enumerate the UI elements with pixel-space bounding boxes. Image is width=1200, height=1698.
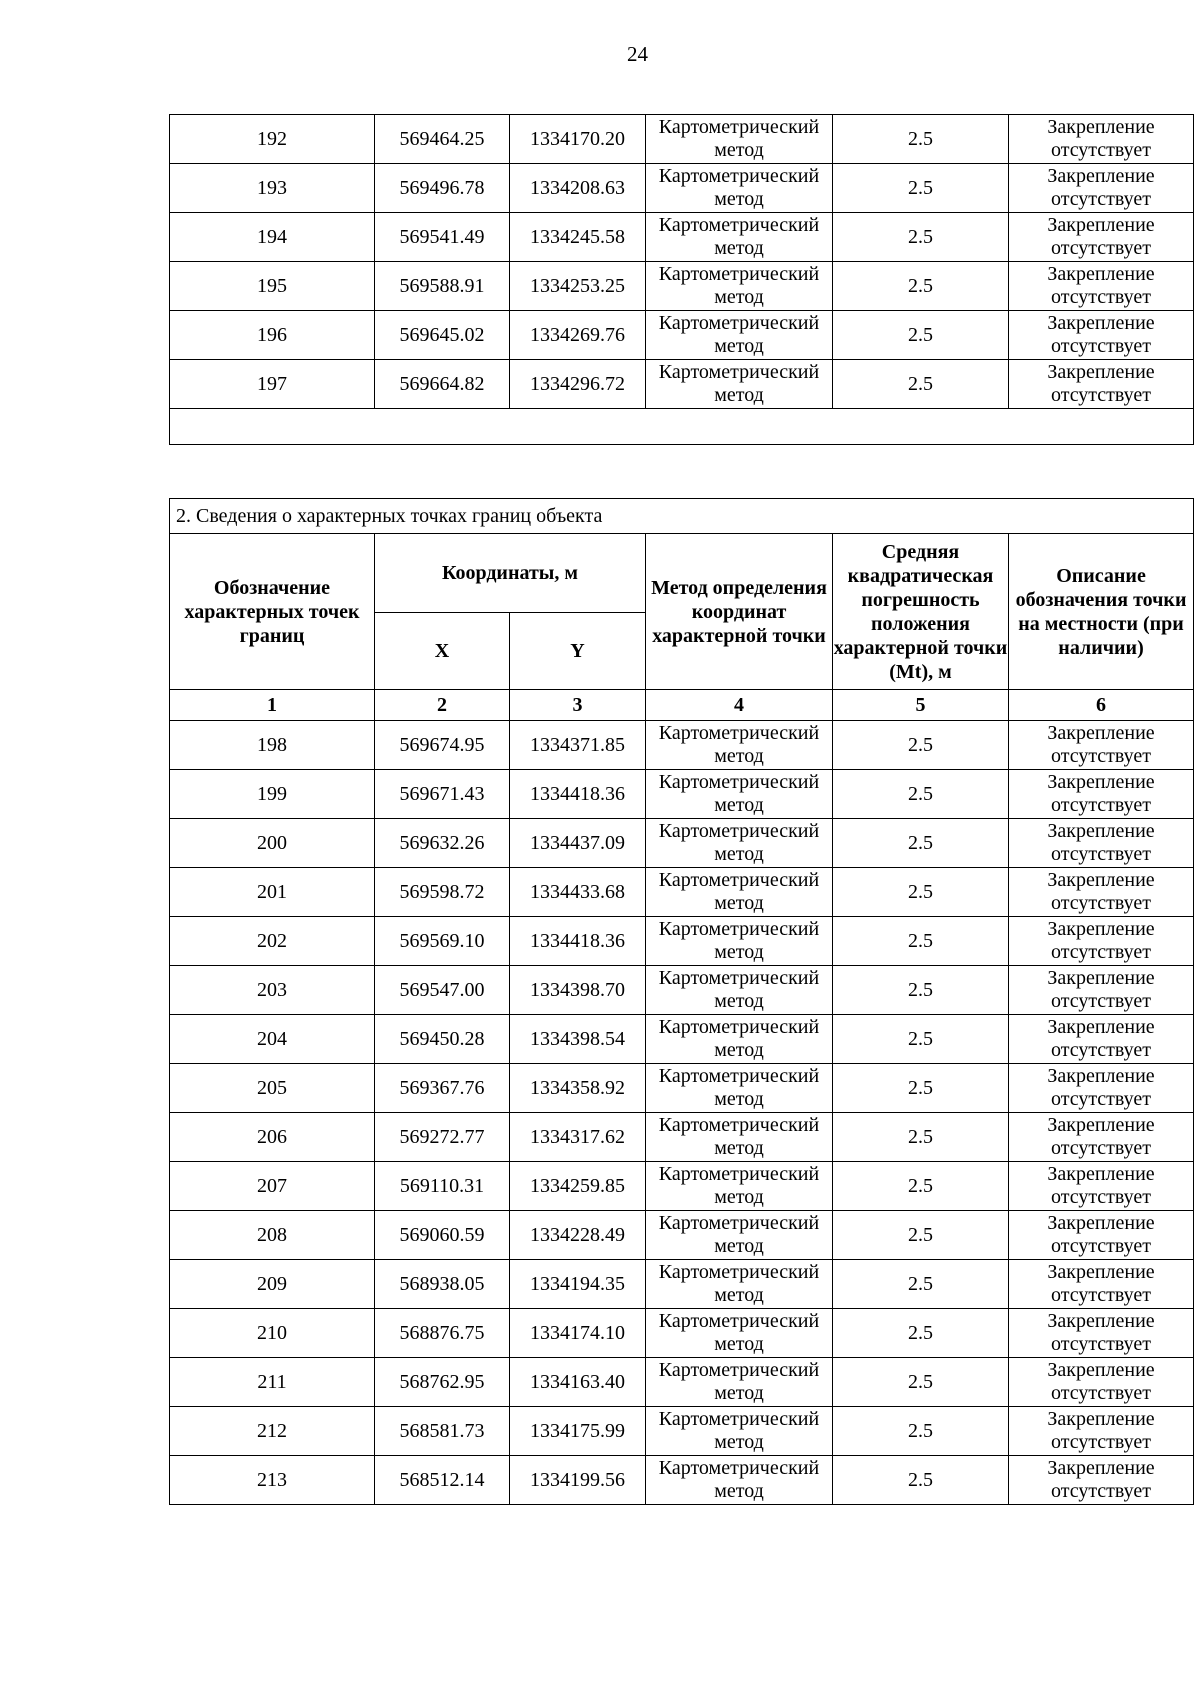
method-cell: Картометрический метод xyxy=(646,1064,833,1113)
y-coordinate-cell: 1334259.85 xyxy=(510,1162,646,1211)
y-coordinate-cell: 1334199.56 xyxy=(510,1456,646,1505)
method-cell: Картометрический метод xyxy=(646,868,833,917)
error-cell: 2.5 xyxy=(833,1064,1009,1113)
empty-row xyxy=(170,409,1194,445)
method-cell: Картометрический метод xyxy=(646,1260,833,1309)
x-coordinate-cell: 569496.78 xyxy=(375,164,510,213)
method-cell: Картометрический метод xyxy=(646,360,833,409)
method-cell: Картометрический метод xyxy=(646,966,833,1015)
point-cell: 205 xyxy=(170,1064,375,1113)
table-row xyxy=(170,1260,1194,1309)
x-coordinate-cell: 569674.95 xyxy=(375,721,510,770)
method-cell: Картометрический метод xyxy=(646,917,833,966)
header-x: X xyxy=(375,613,510,690)
x-coordinate-cell: 569272.77 xyxy=(375,1113,510,1162)
point-cell: 200 xyxy=(170,819,375,868)
method-cell: Картометрический метод xyxy=(646,1015,833,1064)
desc-cell: Закрепление отсутствует xyxy=(1009,1358,1194,1407)
header-method: Метод определения координат характерной точки xyxy=(646,534,833,690)
y-coordinate-cell: 1334269.76 xyxy=(510,311,646,360)
y-coordinate-cell: 1334371.85 xyxy=(510,721,646,770)
x-coordinate-cell: 569367.76 xyxy=(375,1064,510,1113)
point-cell: 212 xyxy=(170,1407,375,1456)
method-cell: Картометрический метод xyxy=(646,721,833,770)
table-row xyxy=(170,1015,1194,1064)
error-cell: 2.5 xyxy=(833,360,1009,409)
y-coordinate-cell: 1334437.09 xyxy=(510,819,646,868)
point-cell: 208 xyxy=(170,1211,375,1260)
table-row xyxy=(170,1358,1194,1407)
point-cell: 197 xyxy=(170,360,375,409)
method-cell: Картометрический метод xyxy=(646,1162,833,1211)
method-cell: Картометрический метод xyxy=(646,1309,833,1358)
method-cell: Картометрический метод xyxy=(646,1113,833,1162)
page-number: 24 xyxy=(627,42,648,66)
point-cell: 192 xyxy=(170,115,375,164)
desc-cell: Закрепление отсутствует xyxy=(1009,262,1194,311)
desc-cell: Закрепление отсутствует xyxy=(1009,721,1194,770)
desc-cell: Закрепление отсутствует xyxy=(1009,868,1194,917)
y-coordinate-cell: 1334358.92 xyxy=(510,1064,646,1113)
column-number: 2 xyxy=(375,690,510,721)
point-cell: 206 xyxy=(170,1113,375,1162)
error-cell: 2.5 xyxy=(833,1358,1009,1407)
desc-cell: Закрепление отсутствует xyxy=(1009,917,1194,966)
method-cell: Картометрический метод xyxy=(646,1407,833,1456)
desc-cell: Закрепление отсутствует xyxy=(1009,1260,1194,1309)
x-coordinate-cell: 568581.73 xyxy=(375,1407,510,1456)
desc-cell: Закрепление отсутствует xyxy=(1009,819,1194,868)
y-coordinate-cell: 1334317.62 xyxy=(510,1113,646,1162)
error-cell: 2.5 xyxy=(833,1015,1009,1064)
y-coordinate-cell: 1334175.99 xyxy=(510,1407,646,1456)
y-coordinate-cell: 1334170.20 xyxy=(510,115,646,164)
error-cell: 2.5 xyxy=(833,917,1009,966)
desc-cell: Закрепление отсутствует xyxy=(1009,1309,1194,1358)
desc-cell: Закрепление отсутствует xyxy=(1009,1211,1194,1260)
y-coordinate-cell: 1334228.49 xyxy=(510,1211,646,1260)
error-cell: 2.5 xyxy=(833,868,1009,917)
error-cell: 2.5 xyxy=(833,213,1009,262)
table-row xyxy=(170,721,1194,770)
table-row xyxy=(170,262,1194,311)
point-cell: 193 xyxy=(170,164,375,213)
desc-cell: Закрепление отсутствует xyxy=(1009,213,1194,262)
method-cell: Картометрический метод xyxy=(646,262,833,311)
x-coordinate-cell: 568938.05 xyxy=(375,1260,510,1309)
point-cell: 199 xyxy=(170,770,375,819)
error-cell: 2.5 xyxy=(833,721,1009,770)
desc-cell: Закрепление отсутствует xyxy=(1009,115,1194,164)
table-row xyxy=(170,1309,1194,1358)
point-cell: 209 xyxy=(170,1260,375,1309)
y-coordinate-cell: 1334398.70 xyxy=(510,966,646,1015)
desc-cell: Закрепление отсутствует xyxy=(1009,1064,1194,1113)
table-row xyxy=(170,1113,1194,1162)
header-y: Y xyxy=(510,613,646,690)
point-cell: 211 xyxy=(170,1358,375,1407)
y-coordinate-cell: 1334245.58 xyxy=(510,213,646,262)
table-row xyxy=(170,311,1194,360)
boundary-points-table xyxy=(169,498,1194,1505)
method-cell: Картометрический метод xyxy=(646,819,833,868)
table-row xyxy=(170,1456,1194,1505)
desc-cell: Закрепление отсутствует xyxy=(1009,360,1194,409)
error-cell: 2.5 xyxy=(833,1260,1009,1309)
coordinates-table-body xyxy=(170,115,1194,445)
table-row xyxy=(170,115,1194,164)
x-coordinate-cell: 569547.00 xyxy=(375,966,510,1015)
point-cell: 203 xyxy=(170,966,375,1015)
table-row xyxy=(170,966,1194,1015)
x-coordinate-cell: 569632.26 xyxy=(375,819,510,868)
section-title: 2. Сведения о характерных точках границ объекта xyxy=(170,499,1194,534)
method-cell: Картометрический метод xyxy=(646,164,833,213)
table-row xyxy=(170,868,1194,917)
y-coordinate-cell: 1334418.36 xyxy=(510,917,646,966)
x-coordinate-cell: 569569.10 xyxy=(375,917,510,966)
table-row xyxy=(170,213,1194,262)
table-row xyxy=(170,917,1194,966)
empty-cell xyxy=(170,409,1194,445)
y-coordinate-cell: 1334194.35 xyxy=(510,1260,646,1309)
x-coordinate-cell: 569664.82 xyxy=(375,360,510,409)
desc-cell: Закрепление отсутствует xyxy=(1009,1456,1194,1505)
point-cell: 202 xyxy=(170,917,375,966)
point-cell: 196 xyxy=(170,311,375,360)
error-cell: 2.5 xyxy=(833,1407,1009,1456)
point-cell: 195 xyxy=(170,262,375,311)
x-coordinate-cell: 569588.91 xyxy=(375,262,510,311)
table-row xyxy=(170,1211,1194,1260)
error-cell: 2.5 xyxy=(833,819,1009,868)
table-row xyxy=(170,1064,1194,1113)
table-row xyxy=(170,770,1194,819)
desc-cell: Закрепление отсутствует xyxy=(1009,770,1194,819)
method-cell: Картометрический метод xyxy=(646,213,833,262)
point-cell: 210 xyxy=(170,1309,375,1358)
desc-cell: Закрепление отсутствует xyxy=(1009,164,1194,213)
desc-cell: Закрепление отсутствует xyxy=(1009,1162,1194,1211)
x-coordinate-cell: 569060.59 xyxy=(375,1211,510,1260)
column-number: 3 xyxy=(510,690,646,721)
y-coordinate-cell: 1334418.36 xyxy=(510,770,646,819)
desc-cell: Закрепление отсутствует xyxy=(1009,311,1194,360)
column-number: 4 xyxy=(646,690,833,721)
header-coordinates: Координаты, м xyxy=(375,534,646,613)
x-coordinate-cell: 569464.25 xyxy=(375,115,510,164)
point-cell: 213 xyxy=(170,1456,375,1505)
column-number: 1 xyxy=(170,690,375,721)
x-coordinate-cell: 569541.49 xyxy=(375,213,510,262)
x-coordinate-cell: 569671.43 xyxy=(375,770,510,819)
table-row xyxy=(170,819,1194,868)
column-number: 6 xyxy=(1009,690,1194,721)
point-cell: 198 xyxy=(170,721,375,770)
method-cell: Картометрический метод xyxy=(646,1358,833,1407)
point-cell: 207 xyxy=(170,1162,375,1211)
desc-cell: Закрепление отсутствует xyxy=(1009,1015,1194,1064)
coordinates-table-continued xyxy=(169,114,1194,445)
desc-cell: Закрепление отсутствует xyxy=(1009,1407,1194,1456)
error-cell: 2.5 xyxy=(833,1309,1009,1358)
method-cell: Картометрический метод xyxy=(646,1211,833,1260)
x-coordinate-cell: 568512.14 xyxy=(375,1456,510,1505)
y-coordinate-cell: 1334253.25 xyxy=(510,262,646,311)
point-cell: 201 xyxy=(170,868,375,917)
table-row xyxy=(170,1162,1194,1211)
y-coordinate-cell: 1334174.10 xyxy=(510,1309,646,1358)
method-cell: Картометрический метод xyxy=(646,770,833,819)
error-cell: 2.5 xyxy=(833,115,1009,164)
x-coordinate-cell: 569645.02 xyxy=(375,311,510,360)
table-row xyxy=(170,164,1194,213)
table-row xyxy=(170,360,1194,409)
error-cell: 2.5 xyxy=(833,966,1009,1015)
table-row xyxy=(170,1407,1194,1456)
desc-cell: Закрепление отсутствует xyxy=(1009,1113,1194,1162)
boundary-points-table-body xyxy=(170,721,1194,1505)
y-coordinate-cell: 1334433.68 xyxy=(510,868,646,917)
method-cell: Картометрический метод xyxy=(646,311,833,360)
point-cell: 194 xyxy=(170,213,375,262)
header-designation: Обозначение характерных точек границ xyxy=(170,534,375,690)
x-coordinate-cell: 569110.31 xyxy=(375,1162,510,1211)
error-cell: 2.5 xyxy=(833,164,1009,213)
header-error: Средняя квадратическая погрешность положения характерной точки (Mt), м xyxy=(833,534,1009,690)
column-number-row xyxy=(170,690,1194,721)
error-cell: 2.5 xyxy=(833,262,1009,311)
x-coordinate-cell: 569598.72 xyxy=(375,868,510,917)
error-cell: 2.5 xyxy=(833,1162,1009,1211)
error-cell: 2.5 xyxy=(833,1211,1009,1260)
y-coordinate-cell: 1334163.40 xyxy=(510,1358,646,1407)
desc-cell: Закрепление отсутствует xyxy=(1009,966,1194,1015)
y-coordinate-cell: 1334398.54 xyxy=(510,1015,646,1064)
method-cell: Картометрический метод xyxy=(646,1456,833,1505)
method-cell: Картометрический метод xyxy=(646,115,833,164)
point-cell: 204 xyxy=(170,1015,375,1064)
error-cell: 2.5 xyxy=(833,1456,1009,1505)
x-coordinate-cell: 568762.95 xyxy=(375,1358,510,1407)
error-cell: 2.5 xyxy=(833,311,1009,360)
header-description: Описание обозначения точки на местности (при наличии) xyxy=(1009,534,1194,690)
column-number: 5 xyxy=(833,690,1009,721)
error-cell: 2.5 xyxy=(833,770,1009,819)
x-coordinate-cell: 568876.75 xyxy=(375,1309,510,1358)
x-coordinate-cell: 569450.28 xyxy=(375,1015,510,1064)
error-cell: 2.5 xyxy=(833,1113,1009,1162)
y-coordinate-cell: 1334208.63 xyxy=(510,164,646,213)
y-coordinate-cell: 1334296.72 xyxy=(510,360,646,409)
